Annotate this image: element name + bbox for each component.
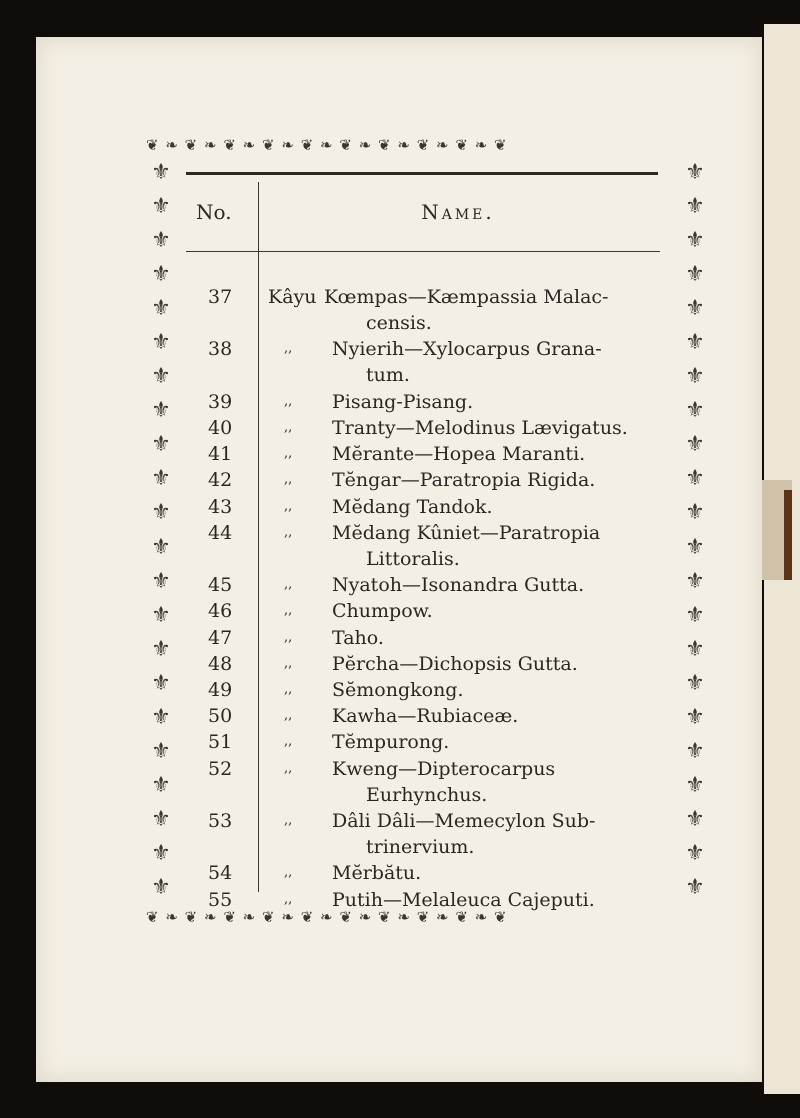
fleur-de-lis-icon: ⚜ xyxy=(151,670,171,696)
fleur-de-lis-icon: ⚜ xyxy=(151,160,171,185)
entry-number: 37 xyxy=(208,286,233,308)
entry-name: Putih—Melaleuca Cajeputi. xyxy=(332,888,595,911)
entry-name: Mĕdang Tandok. xyxy=(332,495,493,518)
ditto-mark: ,, xyxy=(284,760,293,776)
ornamental-border-left xyxy=(146,160,176,900)
ditto-mark: ,, xyxy=(284,813,293,828)
entry-number: 40 xyxy=(208,417,233,439)
ditto-mark: ,, xyxy=(284,446,293,462)
ditto-mark: ,, xyxy=(284,577,293,593)
entry-name: Tranty—Melodinus Lævigatus. xyxy=(332,417,628,439)
entry-number: 52 xyxy=(208,757,233,780)
fleur-de-lis-icon: ⚜ xyxy=(151,738,171,764)
fleur-de-lis-icon: ⚜ xyxy=(685,704,705,730)
fleur-de-lis-icon: ⚜ xyxy=(685,602,705,628)
fleur-de-lis-icon: ⚜ xyxy=(685,364,705,390)
fleur-de-lis-icon: ⚜ xyxy=(685,398,705,424)
entry-number: 50 xyxy=(208,705,233,728)
fleur-de-lis-icon: ⚜ xyxy=(151,602,171,628)
fleur-de-lis-icon: ⚜ xyxy=(685,194,705,220)
entry-name: Tĕngar—Paratropia Rigida. xyxy=(332,469,596,492)
entry-number: 47 xyxy=(208,626,233,649)
entry-number: 41 xyxy=(208,443,233,466)
ditto-mark: ,, xyxy=(284,420,293,435)
entry-number: 51 xyxy=(208,731,233,754)
entry-name: Kawha—Rubiaceæ. xyxy=(332,705,519,728)
entry-name: Pĕrcha—Dichopsis Gutta. xyxy=(332,652,578,675)
fleur-de-lis-icon: ⚜ xyxy=(151,262,171,288)
entry-prefix: Kâyu xyxy=(268,286,317,308)
column-header-no: No. xyxy=(196,200,232,224)
fleur-de-lis-icon: ⚜ xyxy=(151,364,171,390)
entry-name: Sĕmongkong. xyxy=(332,679,464,701)
ditto-mark: ,, xyxy=(284,472,293,488)
ditto-mark: ,, xyxy=(284,734,293,750)
ditto-mark: ,, xyxy=(284,682,293,697)
entry-number: 44 xyxy=(208,521,233,544)
ditto-mark: ,, xyxy=(284,341,293,357)
fleur-de-lis-icon: ⚜ xyxy=(151,772,171,798)
entry-number: 39 xyxy=(208,390,233,413)
entry-number: 42 xyxy=(208,469,233,492)
entry-number: 53 xyxy=(208,810,233,832)
entry-name: Dâli Dâli—Memecylon Sub- xyxy=(332,810,596,832)
entry-name-continuation: trinervium. xyxy=(366,836,475,858)
ornamental-border-top: ❦ ❧ ❦ ❧ ❦ ❧ ❦ ❧ ❦ ❧ ❦ ❧ ❦ ❧ ❦ ❧ ❦ ❧ ❦ xyxy=(146,136,508,154)
ditto-mark: ,, xyxy=(284,498,293,514)
entry-number: 55 xyxy=(208,888,233,911)
fleur-de-lis-icon: ⚜ xyxy=(685,160,705,185)
ditto-mark: ,, xyxy=(284,708,293,724)
fleur-de-lis-icon: ⚜ xyxy=(151,840,171,866)
entry-name: Chumpow. xyxy=(332,600,433,623)
fleur-de-lis-icon: ⚜ xyxy=(151,534,171,560)
fleur-de-lis-icon: ⚜ xyxy=(685,330,705,356)
ditto-mark: ,, xyxy=(284,629,293,645)
ornamental-border-right xyxy=(680,160,710,900)
fleur-de-lis-icon: ⚜ xyxy=(685,296,705,322)
entry-name: Taho. xyxy=(332,626,384,649)
fleur-de-lis-icon: ⚜ xyxy=(685,568,705,594)
fleur-de-lis-icon: ⚜ xyxy=(685,534,705,560)
fleur-de-lis-icon: ⚜ xyxy=(151,330,171,356)
fleur-de-lis-icon: ⚜ xyxy=(151,398,171,424)
fleur-de-lis-icon: ⚜ xyxy=(151,500,171,526)
fleur-de-lis-icon: ⚜ xyxy=(151,568,171,594)
fleur-de-lis-icon: ⚜ xyxy=(151,228,171,254)
binding-tab xyxy=(784,490,792,580)
fleur-de-lis-icon: ⚜ xyxy=(151,636,171,662)
fleur-de-lis-icon: ⚜ xyxy=(151,806,171,832)
entry-name-continuation: Eurhynchus. xyxy=(366,783,488,806)
entry-number: 43 xyxy=(208,495,233,518)
fleur-de-lis-icon: ⚜ xyxy=(685,500,705,526)
ditto-mark: ,, xyxy=(284,655,293,671)
entry-number: 49 xyxy=(208,679,233,701)
fleur-de-lis-icon: ⚜ xyxy=(685,262,705,288)
fleur-de-lis-icon: ⚜ xyxy=(685,466,705,492)
entry-name-continuation: Littoralis. xyxy=(366,547,460,570)
fleur-de-lis-icon: ⚜ xyxy=(685,636,705,662)
entry-name: Nyierih—Xylocarpus Grana- xyxy=(332,338,602,361)
fleur-de-lis-icon: ⚜ xyxy=(685,840,705,866)
entry-name: Pisang-Pisang. xyxy=(332,390,474,413)
fleur-de-lis-icon: ⚜ xyxy=(151,704,171,730)
fleur-de-lis-icon: ⚜ xyxy=(151,194,171,220)
entry-name: Kweng—Dipterocarpus xyxy=(332,757,556,780)
fleur-de-lis-icon: ⚜ xyxy=(685,738,705,764)
entry-name: Kœmpas—Kæmpassia Malac- xyxy=(324,286,609,308)
fleur-de-lis-icon: ⚜ xyxy=(685,874,705,900)
entry-number: 45 xyxy=(208,574,233,597)
ditto-mark: ,, xyxy=(284,393,293,409)
ditto-mark: ,, xyxy=(284,865,293,881)
ditto-mark: ,, xyxy=(284,603,293,619)
entry-name: Nyatoh—Isonandra Gutta. xyxy=(332,574,585,597)
header-top-rule xyxy=(186,172,658,175)
fleur-de-lis-icon: ⚜ xyxy=(151,296,171,322)
ornamental-border-bottom: ❦ ❧ ❦ ❧ ❦ ❧ ❦ ❧ ❦ ❧ ❦ ❧ ❦ ❧ ❦ ❧ ❦ ❧ ❦ xyxy=(146,908,508,926)
entry-name: Mĕrante—Hopea Maranti. xyxy=(332,443,586,466)
entry-name: Mĕrbătu. xyxy=(332,862,422,885)
entry-name-continuation: tum. xyxy=(366,364,410,387)
fleur-de-lis-icon: ⚜ xyxy=(685,432,705,458)
fleur-de-lis-icon: ⚜ xyxy=(685,670,705,696)
entry-number: 46 xyxy=(208,600,233,623)
column-divider xyxy=(258,182,259,892)
entry-name-continuation: censis. xyxy=(366,312,432,334)
fleur-de-lis-icon: ⚜ xyxy=(685,228,705,254)
fleur-de-lis-icon: ⚜ xyxy=(151,466,171,492)
entry-number: 38 xyxy=(208,338,233,361)
entry-number: 54 xyxy=(208,862,233,885)
entry-name: Mĕdang Kûniet—Paratropia xyxy=(332,521,601,544)
entry-number: 48 xyxy=(208,652,233,675)
fleur-de-lis-icon: ⚜ xyxy=(685,806,705,832)
fleur-de-lis-icon: ⚜ xyxy=(151,874,171,900)
fleur-de-lis-icon: ⚜ xyxy=(151,432,171,458)
fleur-de-lis-icon: ⚜ xyxy=(685,772,705,798)
entry-name: Tĕmpurong. xyxy=(332,731,450,754)
column-header-name: Name. xyxy=(421,200,495,224)
ditto-mark: ,, xyxy=(284,524,293,540)
ditto-mark: ,, xyxy=(284,891,293,907)
